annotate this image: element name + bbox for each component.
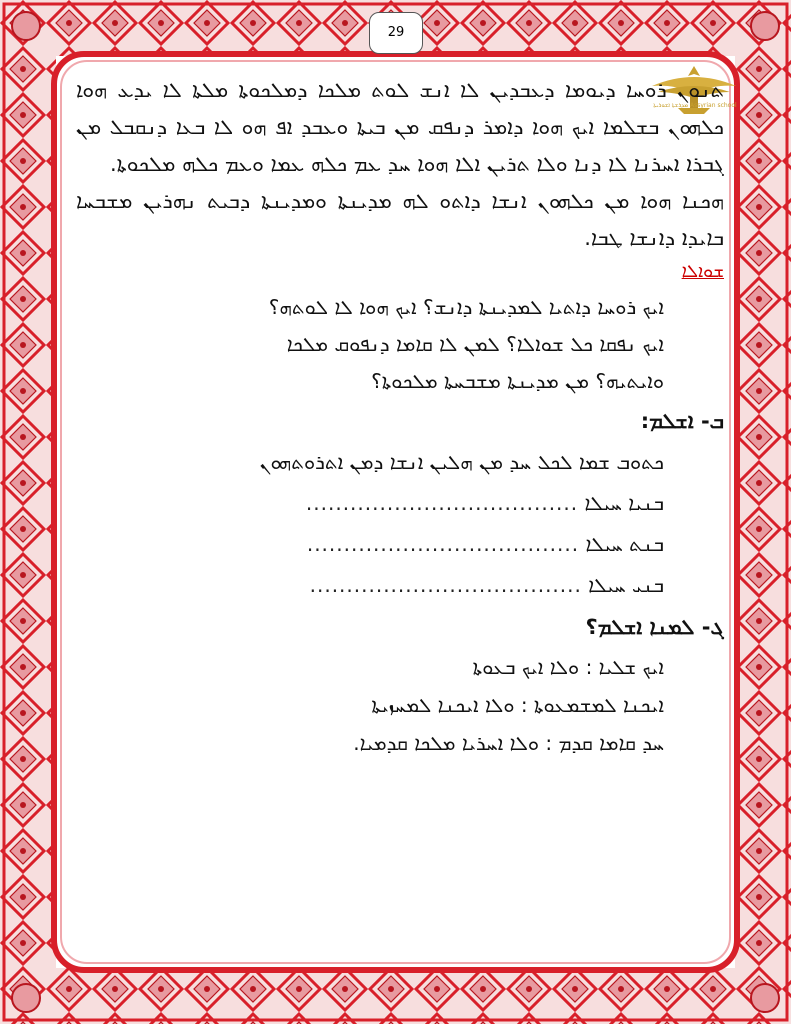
- paragraph-2: ܗܟܢܐ ܗܘܐ ܡܢ ܟܠܗܘܢ ܐܢܫܐ ܕܐܬܘ ܠܗ ܡܕܝܢܬܐ ܘܡܕܝܢܬܐ ܕܒܝܬ ܢܗܪܝܢ ܡܫܒܚܐ ܒܐܝܕܐ ܕܐܢܫܐ ܛܒܐ.: [76, 189, 724, 250]
- fill-row-label: ܒܢܝܐ ܚܝܠܐ: [584, 491, 664, 515]
- option-line-3: ܚܕ ܩܐܡܐ ܩܕܡ : ܘܠܐ ܐܚܪܝܐ ܡܠܟܐ ܩܕܡܝܐ.: [353, 731, 664, 755]
- page-number: 29: [369, 12, 423, 54]
- fill-row: [76, 565, 724, 606]
- fill-blank[interactable]: .....................................: [306, 532, 580, 556]
- fill-row: [76, 483, 724, 524]
- fill-row-label: ܒܢܬ ܚܝܠܐ: [585, 532, 664, 556]
- paragraph-1: ܬܢܘܢ ܪܘܚܐ ܕܝܘܡܐ ܕܥܒܕܝܢ ܠܐ ܐܢܫ ܠܘܬ ܡܠܟܐ ܕܡܠܟܘܬܐ ܡܠܬܐ ܠܐ ܝܕܥ ܗܘܐ ܟܠܗܘܢ ܒܫܠܡܐ ܐܝܟ ܗܘܐ ܕܐܡܪ ܕܢܦܩ ܡܢ ܒܝܬܐ ܘܥܒܕ ܐܦ ܗܘ ܠܐ ܒܥܐ ܕܢܩܒܠ ܡܢ ܓܒܪܐ ܐܚܪܢܐ ܠܐ ܕܢܐ ܘܠܐ ܬܪܝܢ ܐܠܐ ܗܘܐ ܚܕ ܥܡ ܟܠܗ ܥܡܐ ܘܥܡ ܟܠܗ ܡܠܟܘܬܐ.: [76, 78, 724, 176]
- fill-row: [76, 524, 724, 565]
- questions-heading: ܫܘܐܠܐ: [681, 261, 724, 282]
- fill-row-label: ܒܢܝ ܚܝܠܐ: [588, 573, 664, 597]
- section-b-instruction: ܟܬܘܒ ܫܡܐ ܠܟܠ ܚܕ ܡܢ ܗܠܝܢ ܐܢܫܐ ܕܡܢ ܐܬܪܘܬܗܘܢ: [259, 450, 664, 474]
- option-line-1: ܐܝܟ ܫܠܝܐ : ܘܠܐ ܐܝܟ ܒܥܘܬܐ: [472, 655, 664, 679]
- fill-blank[interactable]: .....................................: [309, 573, 582, 597]
- section-b-title: ܒ- ܐܫܠܡ:: [640, 409, 724, 433]
- question-1: ܐܝܟ ܪܘܚܐ ܕܐܬܝܐ ܠܡܕܝܢܬܐ ܕܐܢܫ؟ ܐܝܟ ܗܘܐ ܠܐ ܠܘܬܗ؟: [268, 295, 664, 319]
- question-3: ܘܐܝܬܝܗ؟ ܡܢ ܡܕܝܢܬܐ ܡܫܒܚܬܐ ܡܠܟܘܬܐ؟: [371, 369, 664, 393]
- option-line-2: ܐܝܟܢܐ ܠܡܫܡܥܘܬܐ : ܘܠܐ ܐܝܟܢܐ ܠܡܚܙܝܬܐ: [371, 693, 664, 717]
- fill-blank[interactable]: .....................................: [305, 491, 579, 515]
- section-c-title: ܓ- ܠܡܢܐ ܐܫܠܡ؟: [585, 615, 724, 639]
- logo-text: ܡܕܪܫܬܐ ܐܫܘܪܝܬܐ Assyrian school: [653, 102, 737, 109]
- page-content: [76, 72, 724, 762]
- question-2: ܐܝܟ ܢܦܩܐ ܟܠ ܫܘܐܠܐ؟ ܠܡܢ ܠܐ ܩܐܡܐ ܕܢܦܘܩ ܡܠܟܐ: [286, 332, 664, 356]
